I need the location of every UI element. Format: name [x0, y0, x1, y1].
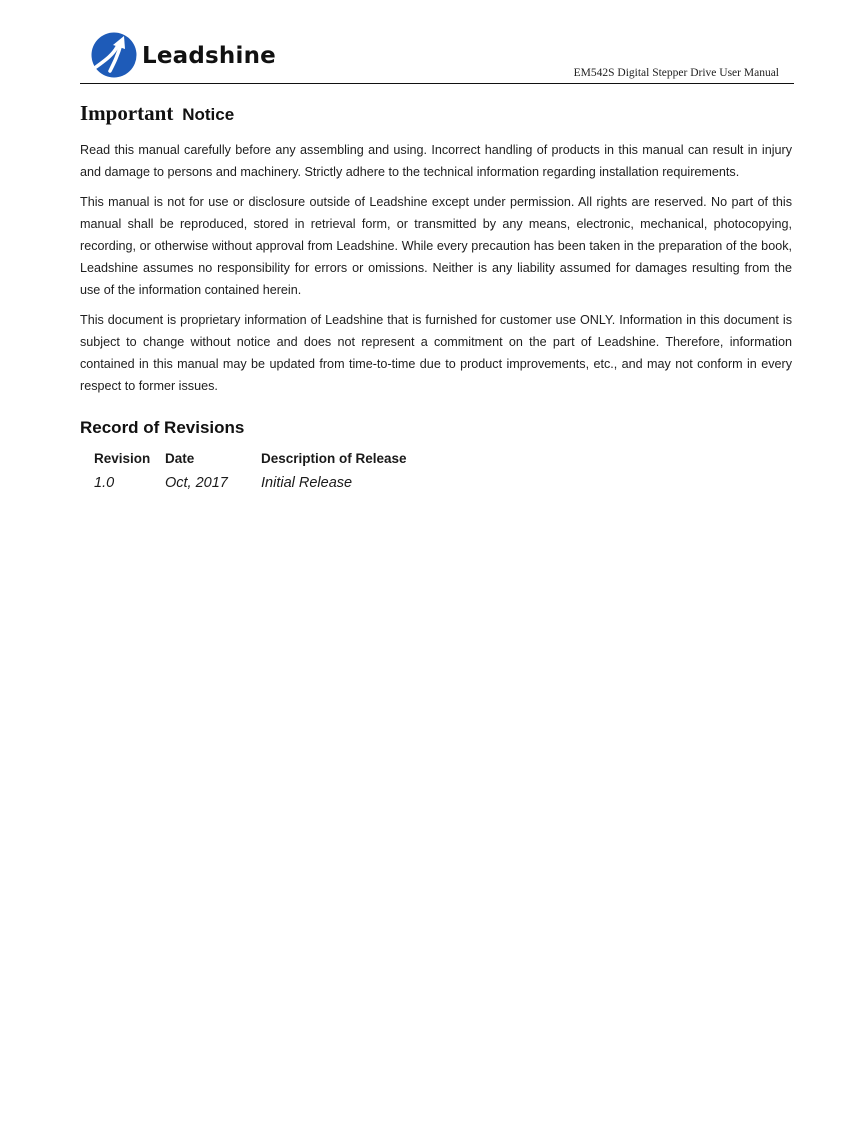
revisions-table — [90, 449, 411, 493]
document-title: EM542S Digital Stepper Drive User Manual — [573, 67, 779, 79]
leadshine-logo-icon — [90, 31, 138, 79]
revision-number: 1.0 — [94, 475, 115, 491]
page-header — [80, 28, 794, 86]
table-row — [90, 473, 411, 493]
column-header-date: Date — [165, 451, 195, 466]
column-header-revision: Revision — [94, 451, 151, 466]
table-header-row — [90, 449, 411, 473]
important-notice-heading — [80, 95, 792, 129]
notice-paragraph: This manual is not for use or disclosure outside of Leadshine except under permission. All rights are reserved. No part of this manual shall be reproduced, stored in retrieval form, or transmitted by any means, electronic, mechanical, photocopying, recording, or otherwise without approval from Leadshine. While every precaution has been taken in the preparation of the book, Leadshine assumes no responsibility for errors or omissions. Neither is any liability assumed for damages resulting from the use of the information contained herein. — [80, 195, 792, 297]
company-logo — [90, 31, 276, 79]
page-content — [80, 95, 792, 493]
heading-word-important: Important — [80, 101, 174, 125]
revision-date: Oct, 2017 — [165, 475, 228, 491]
notice-paragraph: Read this manual carefully before any assembling and using. Incorrect handling of products in this manual can result in injury and damage to persons and machinery. Strictly adhere to the technical information regarding installation requirements. — [80, 143, 792, 179]
heading-word-notice: Notice — [182, 105, 235, 124]
revisions-heading: Record of Revisions — [80, 418, 245, 437]
column-header-description: Description of Release — [261, 451, 407, 466]
notice-paragraph: This document is proprietary information of Leadshine that is furnished for customer use ONLY. Information in this document is subject to change without notice and does not represent a commitment on the part of Leadshine. Therefore, information contained in this manual may be updated from time-to-time due to product improvements, etc., and may not conform in every respect to former issues. — [80, 313, 792, 393]
header-divider — [80, 83, 794, 84]
logo-text: Leadshine — [142, 43, 276, 69]
revision-description: Initial Release — [261, 475, 353, 491]
